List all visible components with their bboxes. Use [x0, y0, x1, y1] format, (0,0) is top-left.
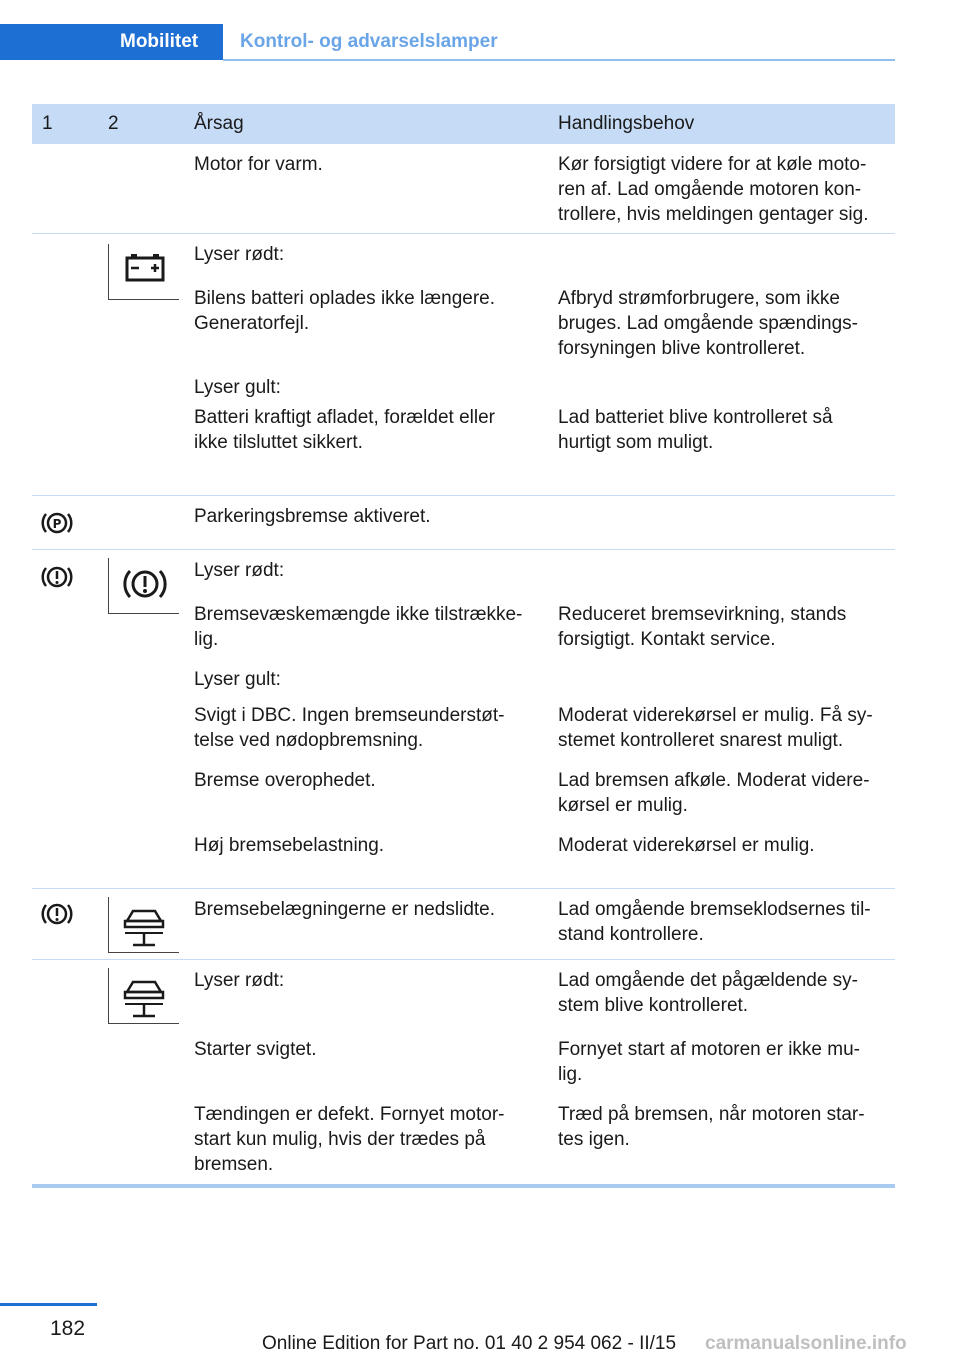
cause-text: Lyser rødt:	[194, 560, 285, 581]
action-text: Afbryd strømforbrugere, som ikke bruges. Lad omgående spændings- forsyningen blive kontrolleret.	[558, 288, 858, 359]
cause-text: Lyser gult:	[194, 669, 281, 690]
table-row	[32, 960, 895, 1188]
action-text-content: Kør forsigtigt videre for at køle moto- ren af. Lad omgående motoren kon- trollere, hvis meldingen gentager sig.	[558, 154, 869, 225]
table-row	[32, 550, 895, 889]
cause-text: Tændingen er defekt. Fornyet motor- start kun mulig, hvis der trædes på bremsen.	[194, 1104, 505, 1175]
action-text: Træd på bremsen, når motoren star- tes igen.	[558, 1104, 865, 1150]
watermark: carmanualsonline.info	[705, 1333, 907, 1354]
header-rule	[223, 59, 895, 61]
page-number: 182	[50, 1317, 86, 1340]
action-text: Moderat viderekørsel er mulig.	[558, 835, 815, 856]
brake-warning-icon	[108, 558, 179, 614]
table-row	[32, 496, 895, 550]
chapter-title: Kontrol- og advarselslamper	[240, 31, 498, 52]
action-text: Lad batteriet blive kontrolleret så hurtigt som muligt.	[558, 407, 833, 453]
cause-text: Lyser rødt:	[194, 970, 285, 991]
cause-text: Parkeringsbremse aktiveret.	[194, 506, 431, 527]
header-cause: Årsag	[194, 113, 244, 134]
cause-text: Bremsevæskemængde ikke tilstrække- lig.	[194, 604, 523, 650]
table-header	[32, 104, 895, 144]
brake-warning-icon	[40, 899, 74, 929]
action-text	[558, 152, 895, 227]
cause-text: Bilens batteri oplades ikke længere. Generatorfejl.	[194, 288, 496, 334]
car-on-lift-icon	[108, 897, 179, 953]
warning-lamps-table	[32, 104, 895, 1188]
cause-text: Starter svigtet.	[194, 1039, 317, 1060]
cause-text: Bremsebelægningerne er nedslidte.	[194, 899, 496, 920]
brake-warning-icon	[40, 562, 74, 592]
action-text: Reduceret bremsevirkning, stands forsigtigt. Kontakt service.	[558, 604, 847, 650]
action-text: Lad bremsen afkøle. Moderat videre- kørsel er mulig.	[558, 770, 870, 816]
header-action: Handlingsbehov	[558, 113, 695, 134]
table-row	[32, 144, 895, 234]
page-header	[0, 24, 895, 62]
action-text: Lad omgående det pågældende sy- stem blive kontrolleret.	[558, 970, 859, 1016]
action-text: Moderat viderekørsel er mulig. Få sy- stemet kontrolleret snarest muligt.	[558, 705, 873, 751]
battery-icon	[108, 244, 179, 300]
cause-text: Svigt i DBC. Ingen bremseunderstøt- telse ved nødopbremsning.	[194, 705, 505, 751]
svg-text:P: P	[52, 517, 62, 531]
page-number-rule	[0, 1303, 97, 1306]
action-text: Fornyet start af motoren er ikke mu- lig.	[558, 1039, 860, 1085]
section-tab: Mobilitet	[0, 24, 223, 60]
parking-brake-icon	[40, 508, 74, 538]
header-col-2: 2	[108, 113, 119, 134]
header-col-1: 1	[42, 113, 53, 134]
table-row	[32, 889, 895, 960]
car-on-lift-icon	[108, 968, 179, 1024]
table-row	[32, 234, 895, 496]
cause-text: Bremse overophedet.	[194, 770, 376, 791]
cause-text: Motor for varm.	[194, 154, 323, 175]
action-text: Lad omgående bremseklodsernes til- stand kontrollere.	[558, 899, 871, 945]
cause-text: Lyser gult:	[194, 377, 281, 398]
edition-note: Online Edition for Part no. 01 40 2 954 062 - II/15	[262, 1333, 677, 1354]
cause-text: Batteri kraftigt afladet, forældet eller ikke tilsluttet sikkert.	[194, 407, 495, 453]
cause-text: Lyser rødt:	[194, 244, 285, 265]
cause-text: Høj bremsebelastning.	[194, 835, 385, 856]
